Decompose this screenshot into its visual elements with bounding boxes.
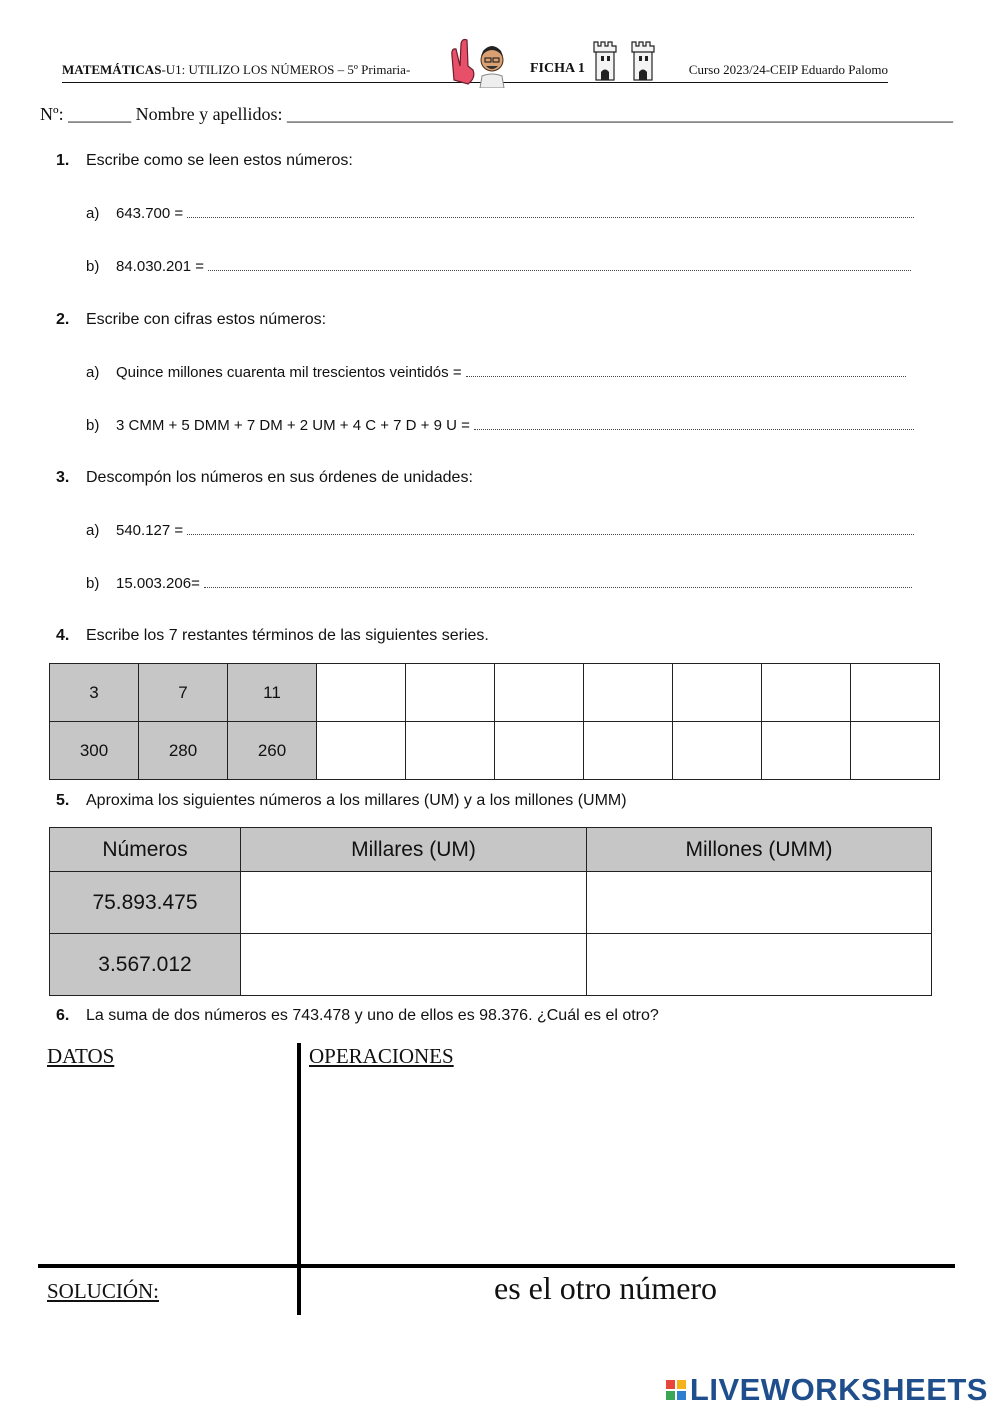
datos-label: DATOS [47,1044,115,1068]
question-number: 4. [56,627,70,644]
item-text: 15.003.206= [116,575,200,592]
question-6 [56,1007,659,1025]
answer-cell-millions[interactable] [587,872,932,934]
horizontal-divider [38,1264,955,1268]
header-ficha: FICHA 1 [530,61,585,76]
item-letter: a) [86,205,100,222]
item-text: 643.700 = [116,205,184,222]
series-cell-blank[interactable] [762,664,851,722]
series-cell-blank[interactable] [851,664,940,722]
number-cell: 75.893.475 [50,872,241,934]
solution-suffix: es el otro número [494,1270,718,1306]
series-cell-blank[interactable] [851,722,940,780]
logo-square [677,1391,686,1400]
series-cell-blank[interactable] [673,664,762,722]
answer-line-2a[interactable] [86,364,906,381]
table-row [50,872,932,934]
series-row [50,664,940,722]
question-text: Descompón los números en sus órdenes de unidades: [86,469,473,486]
header-subject: MATEMÁTICAS [62,62,162,77]
series-cell-blank[interactable] [406,722,495,780]
question-text: La suma de dos números es 743.478 y uno de ellos es 98.376. ¿Cuál es el otro? [86,1007,659,1024]
table-header-row [50,828,932,872]
header-course: Curso 2023/24-CEIP Eduardo Palomo [688,62,888,77]
logo-square [677,1380,686,1389]
series-cell-given: 7 [139,664,228,722]
question-1 [56,152,353,170]
student-name-line[interactable]: Nº: _______ Nombre y apellidos: __________________________________________________________________________ [40,104,954,124]
datos-area[interactable] [40,1080,292,1260]
logo-square [666,1380,675,1389]
series-cell-blank[interactable] [495,664,584,722]
answer-cell-thousands[interactable] [241,872,587,934]
question-number: 5. [56,792,70,809]
dotted-answer-fill[interactable] [187,205,914,218]
dotted-answer-fill[interactable] [208,258,911,271]
solucion-label: SOLUCIÓN: [47,1279,160,1303]
series-cell-blank[interactable] [584,722,673,780]
series-cell-blank[interactable] [673,722,762,780]
question-text: Escribe con cifras estos números: [86,311,327,328]
item-text: 540.127 = [116,522,184,539]
question-number: 6. [56,1007,70,1024]
series-cell-given: 3 [50,664,139,722]
series-cell-blank[interactable] [584,664,673,722]
header-subject-line [62,62,410,78]
item-letter: a) [86,522,100,539]
table-row [50,934,932,996]
header-unit: -U1: UTILIZO LOS NÚMEROS – 5º Primaria- [161,62,411,77]
mascot-icon [446,36,508,88]
answer-cell-thousands[interactable] [241,934,587,996]
column-header: Millones (UMM) [587,828,932,872]
series-cell-given: 280 [139,722,228,780]
dotted-answer-fill[interactable] [466,364,906,377]
question-number: 1. [56,152,70,169]
series-cell-given: 260 [228,722,317,780]
answer-line-1a[interactable] [86,205,914,222]
answer-line-3b[interactable] [86,575,912,592]
castle-icon [590,38,620,82]
item-letter: b) [86,417,100,434]
question-4 [56,627,489,645]
castle-icon [628,38,658,82]
question-3 [56,469,473,487]
question-number: 2. [56,311,70,328]
question-2 [56,311,326,329]
solution-answer-field[interactable] [306,1274,486,1310]
series-cell-given: 11 [228,664,317,722]
liveworksheets-brand [666,1372,988,1408]
item-letter: b) [86,575,100,592]
operaciones-label: OPERACIONES [309,1044,454,1068]
item-text: 3 CMM + 5 DMM + 7 DM + 2 UM + 4 C + 7 D + 9 U = [116,417,470,434]
question-text: Aproxima los siguientes números a los millares (UM) y a los millones (UMM) [86,792,627,809]
item-text: Quince millones cuarenta mil trescientos veintidós = [116,364,462,381]
item-letter: a) [86,364,100,381]
operaciones-area[interactable] [306,1080,951,1260]
dotted-answer-fill[interactable] [204,575,912,588]
series-cell-blank[interactable] [495,722,584,780]
series-table [49,663,940,780]
answer-line-1b[interactable] [86,258,911,275]
series-cell-blank[interactable] [317,664,406,722]
liveworksheets-logo-icon [666,1380,686,1400]
approximation-table [49,827,932,996]
series-cell-given: 300 [50,722,139,780]
dotted-answer-fill[interactable] [187,522,914,535]
answer-line-2b[interactable] [86,417,914,434]
item-letter: b) [86,258,100,275]
answer-line-3a[interactable] [86,522,914,539]
question-text: Escribe los 7 restantes términos de las siguientes series. [86,627,489,644]
vertical-divider [297,1043,301,1315]
question-text: Escribe como se leen estos números: [86,152,353,169]
column-header: Millares (UM) [241,828,587,872]
question-5 [56,792,627,810]
question-number: 3. [56,469,70,486]
series-cell-blank[interactable] [317,722,406,780]
series-row [50,722,940,780]
logo-square [666,1391,675,1400]
dotted-answer-fill[interactable] [474,417,914,430]
item-text: 84.030.201 = [116,258,205,275]
series-cell-blank[interactable] [762,722,851,780]
answer-cell-millions[interactable] [587,934,932,996]
column-header: Números [50,828,241,872]
number-cell: 3.567.012 [50,934,241,996]
brand-name: LIVEWORKSHEETS [689,1372,988,1407]
series-cell-blank[interactable] [406,664,495,722]
